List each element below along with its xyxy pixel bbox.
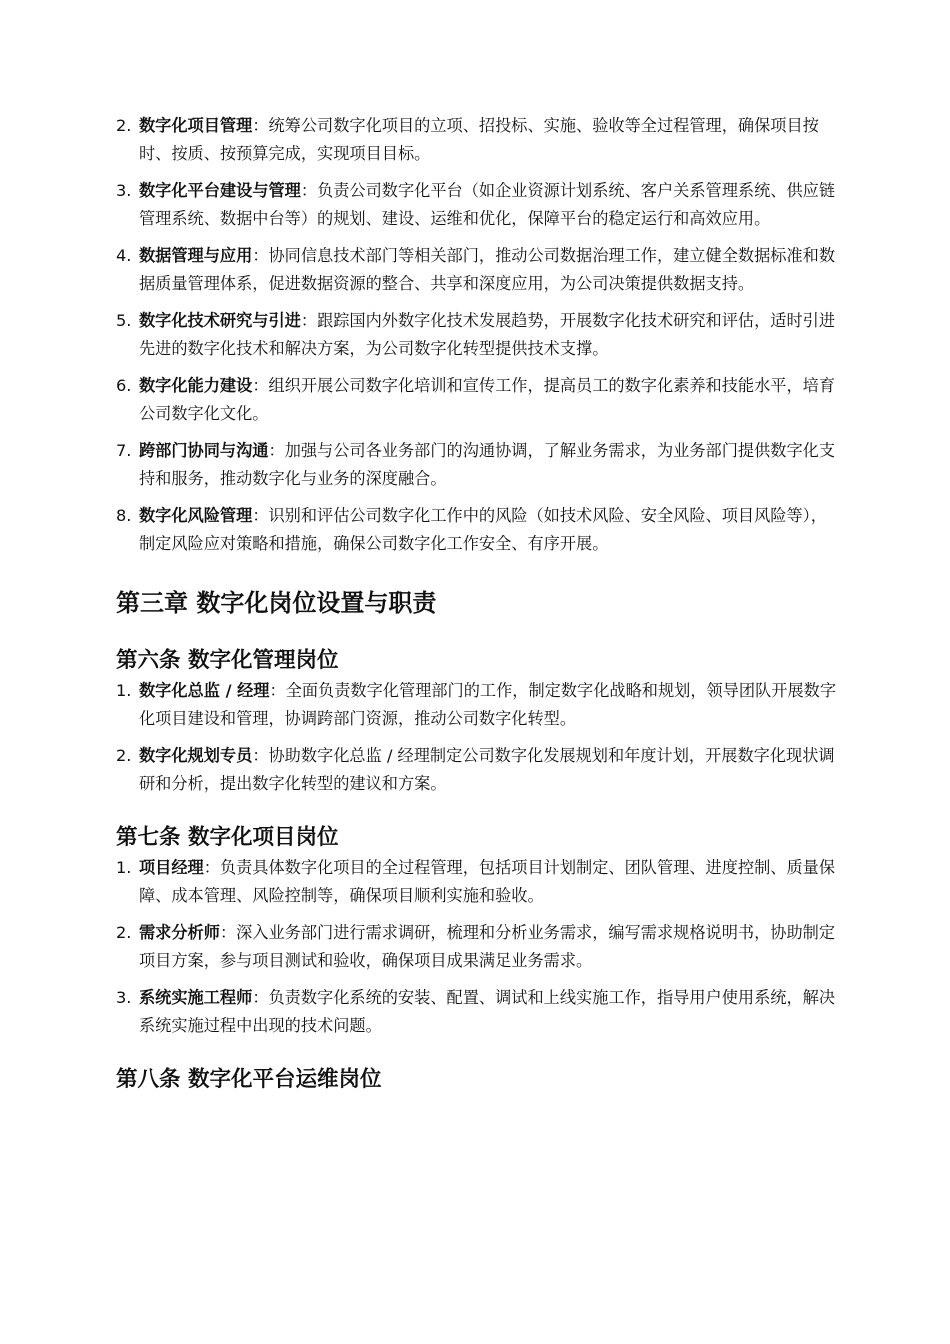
list-item bbox=[116, 742, 840, 798]
article-heading: 第七条 数字化项目岗位 bbox=[116, 825, 339, 850]
item-text: 深入业务部门进行需求调研，梳理和分析业务需求，编写需求规格说明书，协助制定项目方案，参与项目测试和验收，确保项目成果满足业务需求。 bbox=[139, 923, 836, 970]
item-text: 协助数字化总监 / 经理制定公司数字化发展规划和年度计划，开展数字化现状调研和分析，提出数字化转型的建议和方案。 bbox=[139, 746, 835, 793]
item-text: 组织开展公司数字化培训和宣传工作，提高员工的数字化素养和技能水平，培育公司数字化文化。 bbox=[139, 376, 836, 423]
list-item bbox=[116, 919, 840, 975]
item-number: 2. bbox=[116, 746, 132, 765]
item-separator: ： bbox=[252, 116, 269, 135]
list-item bbox=[116, 677, 840, 733]
item-separator: ： bbox=[252, 988, 269, 1007]
item-term: 数字化风险管理 bbox=[139, 506, 253, 525]
item-separator: ： bbox=[252, 746, 269, 765]
list-item bbox=[116, 984, 840, 1040]
item-number: 3. bbox=[116, 181, 132, 200]
item-text: 负责公司数字化平台（如企业资源计划系统、客户关系管理系统、供应链管理系统、数据中台等）的规划、建设、运维和优化，保障平台的稳定运行和高效应用。 bbox=[139, 181, 836, 228]
item-number: 1. bbox=[116, 858, 132, 877]
list-item bbox=[116, 242, 840, 298]
article6-list bbox=[116, 677, 840, 798]
item-number: 8. bbox=[116, 506, 132, 525]
item-term: 数字化平台建设与管理 bbox=[139, 181, 301, 200]
item-term: 数据管理与应用 bbox=[139, 246, 253, 265]
article-heading: 第八条 数字化平台运维岗位 bbox=[116, 1067, 382, 1092]
item-text: 协同信息技术部门等相关部门，推动公司数据治理工作，建立健全数据标准和数据质量管理体系，促进数据资源的整合、共享和深度应用，为公司决策提供数据支持。 bbox=[139, 246, 836, 293]
article7-list bbox=[116, 854, 840, 1040]
list-item bbox=[116, 372, 840, 428]
item-text: 识别和评估公司数字化工作中的风险（如技术风险、安全风险、项目风险等），制定风险应对策略和措施，确保公司数字化工作安全、有序开展。 bbox=[139, 506, 827, 553]
item-text: 全面负责数字化管理部门的工作，制定数字化战略和规划，领导团队开展数字化项目建设和管理，协调跨部门资源，推动公司数字化转型。 bbox=[139, 681, 837, 728]
item-term: 跨部门协同与沟通 bbox=[139, 441, 269, 460]
list-item bbox=[116, 502, 840, 558]
item-term: 系统实施工程师 bbox=[139, 988, 253, 1007]
item-separator: ： bbox=[252, 246, 269, 265]
list-item bbox=[116, 437, 840, 493]
chapter-heading: 第三章 数字化岗位设置与职责 bbox=[116, 589, 437, 617]
item-text: 加强与公司各业务部门的沟通协调，了解业务需求，为业务部门提供数字化支持和服务，推动数字化与业务的深度融合。 bbox=[139, 441, 836, 488]
article-heading: 第六条 数字化管理岗位 bbox=[116, 648, 339, 673]
item-term: 数字化规划专员 bbox=[139, 746, 253, 765]
list-item bbox=[116, 177, 840, 233]
item-number: 2. bbox=[116, 116, 132, 135]
item-term: 项目经理 bbox=[139, 858, 204, 877]
item-separator: ： bbox=[300, 181, 318, 200]
item-number: 7. bbox=[116, 441, 132, 460]
item-number: 6. bbox=[116, 376, 132, 395]
item-number: 1. bbox=[116, 681, 132, 700]
item-number: 2. bbox=[116, 923, 132, 942]
item-text: 负责数字化系统的安装、配置、调试和上线实施工作，指导用户使用系统，解决系统实施过程中出现的技术问题。 bbox=[139, 988, 836, 1035]
item-separator: ： bbox=[203, 858, 220, 877]
item-term: 需求分析师 bbox=[139, 923, 220, 942]
item-separator: ： bbox=[219, 923, 237, 942]
intro-list bbox=[116, 112, 840, 558]
item-text: 统筹公司数字化项目的立项、招投标、实施、验收等全过程管理，确保项目按时、按质、按预算完成，实现项目目标。 bbox=[139, 116, 819, 163]
item-number: 3. bbox=[116, 988, 132, 1007]
item-separator: ： bbox=[252, 376, 269, 395]
item-text: 负责具体数字化项目的全过程管理，包括项目计划制定、团队管理、进度控制、质量保障、成本管理、风险控制等，确保项目顺利实施和验收。 bbox=[139, 858, 836, 905]
item-term: 数字化技术研究与引进 bbox=[139, 311, 301, 330]
item-separator: ： bbox=[269, 681, 286, 700]
list-item bbox=[116, 307, 840, 363]
list-item bbox=[116, 112, 840, 168]
item-text: 跟踪国内外数字化技术发展趋势，开展数字化技术研究和评估，适时引进先进的数字化技术和解决方案，为公司数字化转型提供技术支撑。 bbox=[139, 311, 836, 358]
item-term: 数字化项目管理 bbox=[139, 116, 253, 135]
item-term: 数字化总监 / 经理 bbox=[139, 681, 270, 700]
item-number: 5. bbox=[116, 311, 132, 330]
item-separator: ： bbox=[252, 506, 269, 525]
item-number: 4. bbox=[116, 246, 132, 265]
item-term: 数字化能力建设 bbox=[139, 376, 253, 395]
item-separator: ： bbox=[300, 311, 318, 330]
list-item bbox=[116, 854, 840, 910]
item-separator: ： bbox=[268, 441, 285, 460]
